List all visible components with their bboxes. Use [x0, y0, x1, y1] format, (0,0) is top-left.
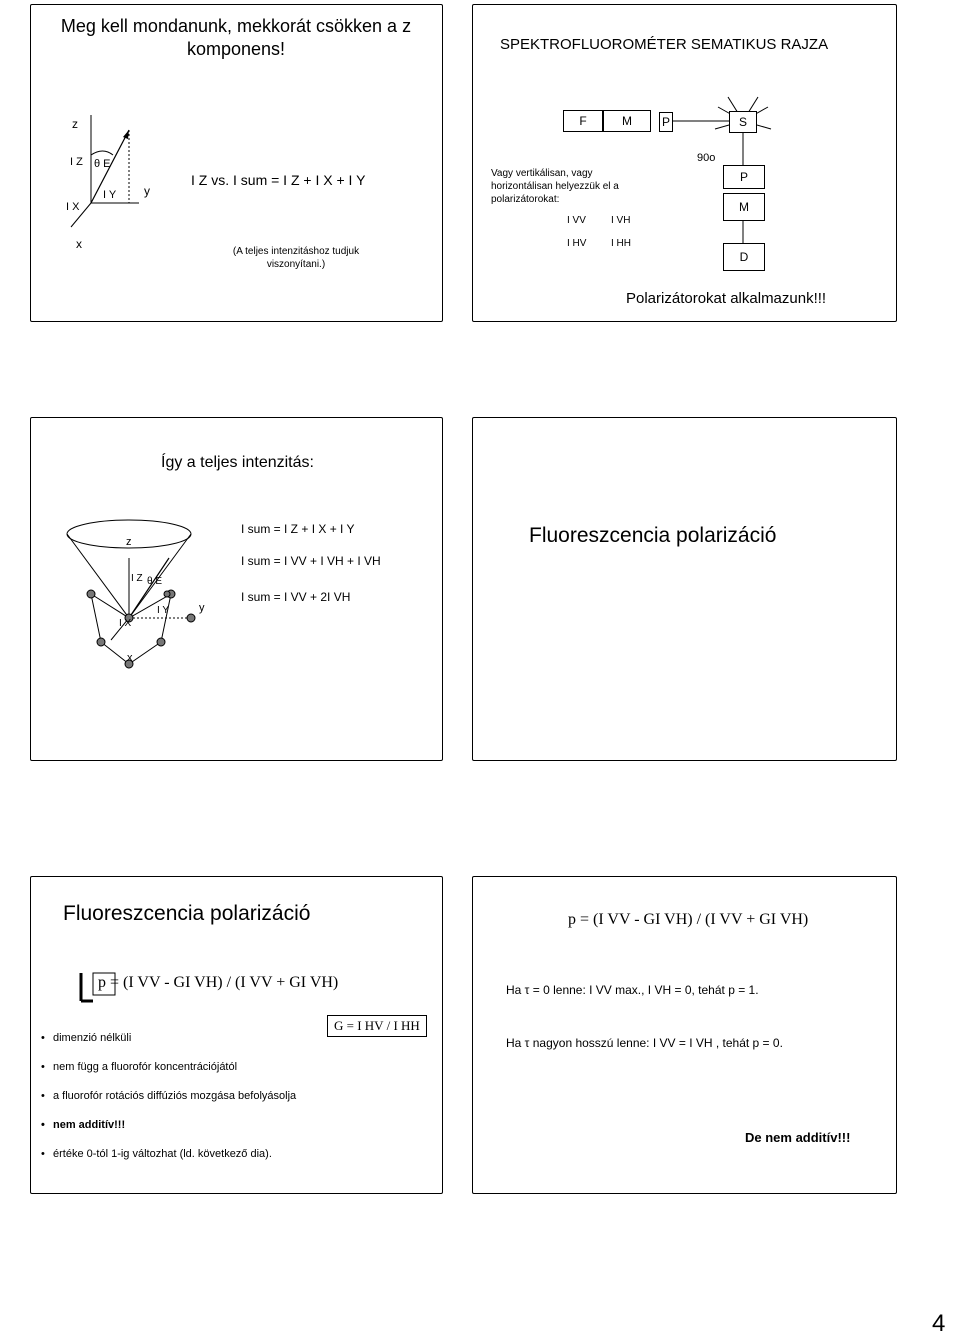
- list-item: • nem additív!!!: [39, 1118, 296, 1147]
- box-label: F: [579, 114, 587, 128]
- axis-y-label: y: [144, 184, 150, 198]
- equation-3: I sum = I VV + 2I VH: [241, 590, 351, 604]
- list-item: • értéke 0-tól 1-ig változhat (ld. következő dia).: [39, 1147, 296, 1176]
- page-number: 4: [932, 1310, 946, 1337]
- axis-z-label: z: [72, 117, 78, 131]
- g-factor-formula: G = I HV / I HH: [327, 1015, 427, 1037]
- spectrometer-schematic: [473, 5, 896, 321]
- slide-2: [472, 4, 897, 322]
- detector-box: [723, 243, 765, 271]
- slide-4: [472, 417, 897, 761]
- filter-box: [563, 110, 603, 132]
- slide-1: [30, 4, 443, 322]
- equation-1: I sum = I Z + I X + I Y: [241, 522, 355, 536]
- iy-label: I Y: [157, 605, 170, 616]
- axes-diagram: [31, 5, 442, 321]
- box-label: P: [661, 115, 670, 129]
- box-label: S: [738, 115, 747, 129]
- slide-title: Meg kell mondanunk, mekkorát csökken a z komponens!: [60, 16, 412, 59]
- slide-footer: Polarizátorokat alkalmazunk!!!: [626, 290, 827, 307]
- box-label: D: [739, 250, 749, 264]
- slide-title: Fluoreszcencia polarizáció: [63, 902, 311, 925]
- slide-title: Így a teljes intenzitás:: [161, 454, 314, 471]
- box-label: M: [739, 200, 749, 214]
- emission-polarizer-box: [723, 165, 765, 189]
- ihh-label: I HH: [611, 238, 631, 249]
- property-list: [39, 1031, 296, 1176]
- list-item: • dimenzió nélküli: [39, 1031, 296, 1060]
- axis-z-label: z: [126, 536, 132, 548]
- slide-title: SPEKTROFLUOROMÉTER SEMATIKUS RAJZA: [500, 36, 829, 53]
- axis-x-label: x: [127, 652, 133, 664]
- case-tau-long: Ha τ nagyon hosszú lenne: I VV = I VH , tehát p = 0.: [506, 1036, 783, 1050]
- box-label: P: [739, 170, 748, 184]
- ix-label: I X: [66, 201, 80, 213]
- ix-label: I X: [119, 618, 132, 629]
- polarizer-text: Vagy vertikálisan, vagy horizontálisan helyezzük el a polarizátorokat:: [491, 168, 619, 205]
- ivh-label: I VH: [611, 215, 631, 226]
- iz-label: I Z: [70, 156, 83, 168]
- note-text: (A teljes intenzitáshoz tudjuk viszonyítani.): [232, 246, 360, 270]
- axis-y-label: y: [199, 602, 205, 614]
- axis-x-label: x: [76, 237, 82, 251]
- list-item: • nem függ a fluorofór koncentrációjától: [39, 1060, 296, 1089]
- cone-diagram: [31, 418, 442, 760]
- slide-3: [30, 417, 443, 761]
- iz-label: I Z: [131, 573, 143, 584]
- ihv-label: I HV: [567, 238, 587, 249]
- iy-label: I Y: [103, 189, 117, 201]
- theta-label: θ E: [94, 158, 111, 170]
- monochromator-box: [603, 110, 651, 132]
- theta-arc: [91, 151, 113, 155]
- sample-box: [729, 111, 757, 133]
- equation-2: I sum = I VV + I VH + I VH: [241, 554, 381, 568]
- emission-monochromator-box: [723, 193, 765, 221]
- slide-6: [472, 876, 897, 1194]
- list-item: • a fluorofór rotációs diffúziós mozgása befolyásolja: [39, 1089, 296, 1118]
- intensity-equation: I Z vs. I sum = I Z + I X + I Y: [191, 172, 366, 188]
- slide-title: Fluoreszcencia polarizáció: [529, 524, 777, 547]
- theta-label: θ E: [147, 576, 163, 587]
- polarization-formula: p = (I VV - GI VH) / (I VV + GI VH): [98, 974, 339, 991]
- polarization-formula: p = (I VV - GI VH) / (I VV + GI VH): [568, 911, 809, 928]
- vector-arrow-head: [123, 130, 129, 139]
- box-label: M: [622, 114, 632, 128]
- polarizer-box: [659, 112, 673, 132]
- slide-footer: De nem additív!!!: [745, 1130, 851, 1145]
- angle-label: 90o: [697, 152, 716, 164]
- slide-5: [30, 876, 443, 1194]
- case-tau-zero: Ha τ = 0 lenne: I VV max., I VH = 0, tehát p = 1.: [506, 983, 759, 997]
- ivv-label: I VV: [567, 215, 586, 226]
